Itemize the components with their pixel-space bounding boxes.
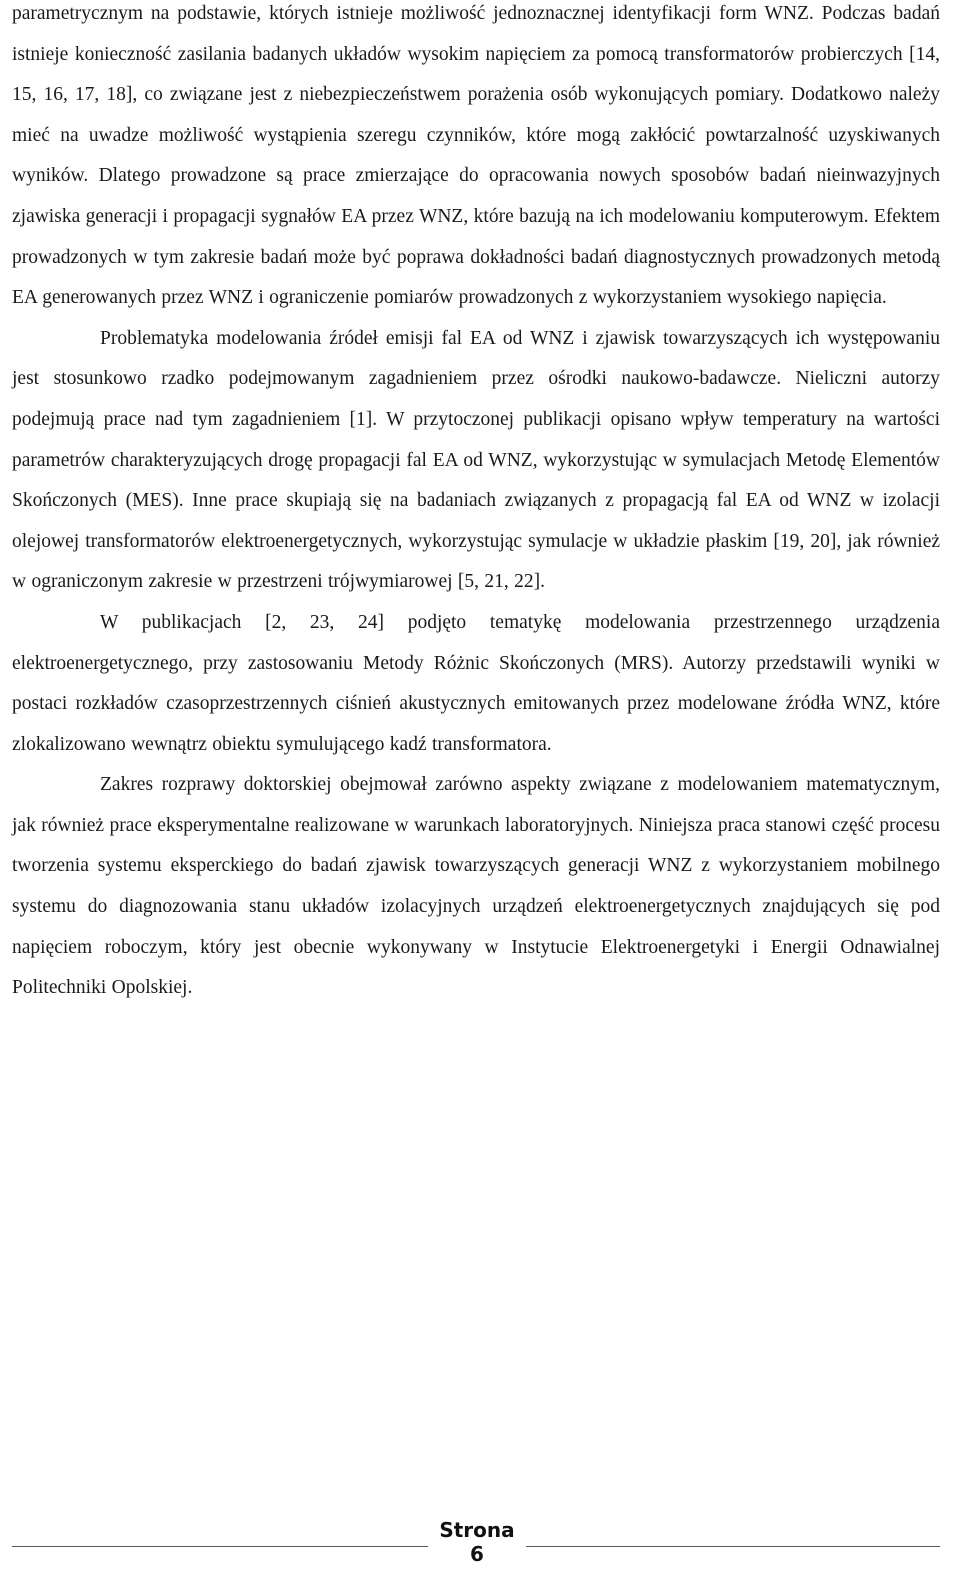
page-label-word: Strona: [439, 1518, 515, 1542]
page-number-label: [428, 1518, 526, 1566]
document-body: [12, 0, 940, 1009]
paragraph-1: parametrycznym na podstawie, których istnieje możliwość jednoznacznej identyfikacji form WNZ. Podczas badań istnieje konieczność zasilania badanych układów wysokim napięciem za pomocą transformatorów probierczych [14, 15, 16, 17, 18], co związane jest z niebezpieczeństwem porażenia osób wykonujących pomiary. Dodatkowo należy mieć na uwadze możliwość wystąpienia szeregu czynników, które mogą zakłócić powtarzalność uzyskiwanych wyników. Dlatego prowadzone są prace zmierzające do opracowania nowych sposobów badań nieinwazyjnych zjawiska generacji i propagacji sygnałów EA przez WNZ, które bazują na ich modelowaniu komputerowym. Efektem prowadzonych w tym zakresie badań może być poprawa dokładności badań diagnostycznych prowadzonych metodą EA generowanych przez WNZ i ograniczenie pomiarów prowadzonych z wykorzystaniem wysokiego napięcia.: [12, 3, 940, 309]
footer-rule-right: [526, 1546, 940, 1547]
footer-rule-left: [12, 1546, 428, 1547]
page-footer: [0, 1516, 960, 1581]
paragraph-2: Problematyka modelowania źródeł emisji fal EA od WNZ i zjawisk towarzyszących ich występowaniu jest stosunkowo rzadko podejmowanym zagadnieniem przez ośrodki naukowo-badawcze. Nieliczni autorzy podejmują prace nad tym zagadnieniem [1]. W przytoczonej publikacji opisano wpływ temperatury na wartości parametrów charakteryzujących drogę propagacji fal EA od WNZ, wykorzystując w symulacjach Metodę Elementów Skończonych (MES). Inne prace skupiają się na badaniach związanych z propagacją fal EA od WNZ w izolacji olejowej transformatorów elektroenergetycznych, wykorzystując symulacje w układzie płaskim [19, 20], jak również w ograniczonym zakresie w przestrzeni trójwymiarowej [5, 21, 22].: [12, 327, 940, 593]
paragraph-4: Zakres rozprawy doktorskiej obejmował zarówno aspekty związane z modelowaniem matematycznym, jak również prace eksperymentalne realizowane w warunkach laboratoryjnych. Niniejsza praca stanowi część procesu tworzenia systemu eksperckiego do badań zjawisk towarzyszących generacji WNZ z wykorzystaniem mobilnego systemu do diagnozowania stanu układów izolacyjnych urządzeń elektroenergetycznych znajdujących się pod napięciem roboczym, który jest obecnie wykonywany w Instytucie Elektroenergetyki i Energii Odnawialnej Politechniki Opolskiej.: [12, 774, 940, 999]
paragraph-3: W publikacjach [2, 23, 24] podjęto tematykę modelowania przestrzennego urządzenia elektroenergetycznego, przy zastosowaniu Metody Różnic Skończonych (MRS). Autorzy przedstawili wyniki w postaci rozkładów czasoprzestrzennych ciśnień akustycznych emitowanych przez modelowane źródła WNZ, które zlokalizowano wewnątrz obiektu symulującego kadź transformatora.: [12, 611, 940, 755]
page-number: 6: [470, 1542, 484, 1566]
